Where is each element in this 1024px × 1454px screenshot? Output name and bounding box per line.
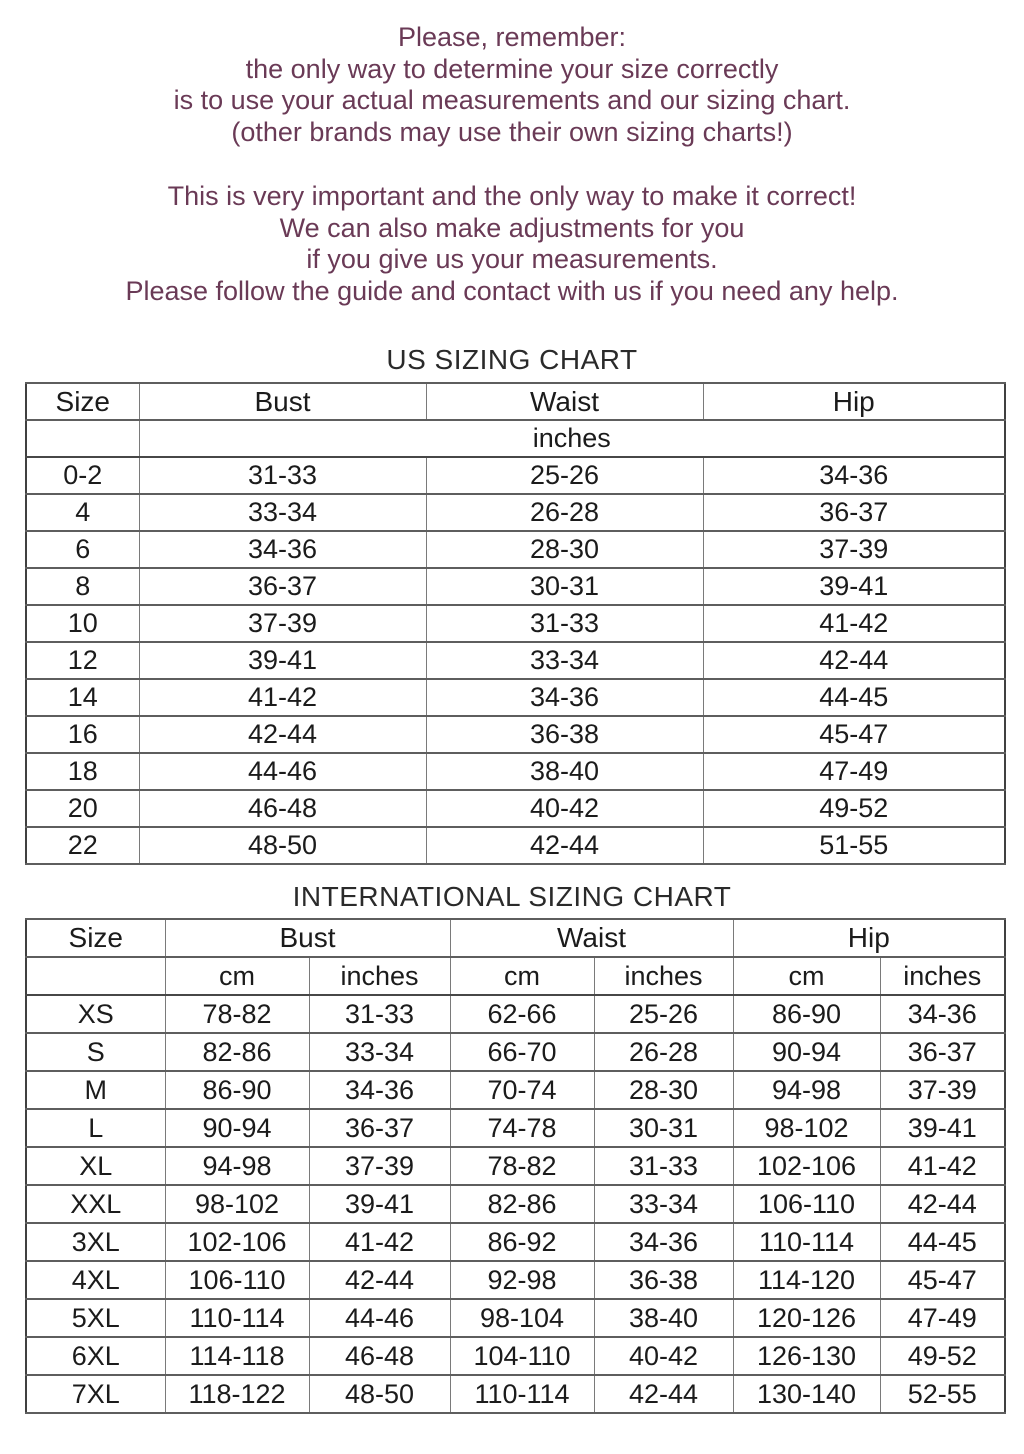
measurement-cell: 48-50 (139, 827, 426, 864)
intro-line: the only way to determine your size correctly (245, 53, 779, 84)
measurement-cell: 126-130 (733, 1337, 880, 1375)
measurement-cell: 52-55 (880, 1375, 1005, 1413)
measurement-cell: 98-104 (450, 1299, 594, 1337)
measurement-cell: 26-28 (426, 494, 703, 531)
table-row (26, 531, 1005, 568)
table-row (26, 1071, 1005, 1109)
intro-line: Please, remember: (397, 22, 627, 52)
measurement-cell: 33-34 (309, 1033, 450, 1071)
measurement-cell: 31-33 (139, 457, 426, 494)
measurement-cell: 98-102 (165, 1185, 309, 1223)
intl-chart-title: INTERNATIONAL SIZING CHART (292, 881, 732, 912)
measurement-cell: 28-30 (426, 531, 703, 568)
size-cell: 4 (26, 494, 139, 531)
measurement-cell: 47-49 (880, 1299, 1005, 1337)
measurement-cell: 37-39 (309, 1147, 450, 1185)
measurement-cell: 36-37 (703, 494, 1005, 531)
measurement-cell: 41-42 (703, 605, 1005, 642)
measurement-cell: 51-55 (703, 827, 1005, 864)
measurement-cell: 42-44 (139, 716, 426, 753)
table-row (26, 457, 1005, 494)
table-row (26, 790, 1005, 827)
measurement-cell: 36-38 (426, 716, 703, 753)
measurement-cell: 45-47 (703, 716, 1005, 753)
measurement-cell: 44-46 (309, 1299, 450, 1337)
measurement-cell: 41-42 (880, 1147, 1005, 1185)
intro-text-block (0, 22, 1024, 307)
measurement-cell: 114-118 (165, 1337, 309, 1375)
measurement-cell: 44-45 (703, 679, 1005, 716)
size-cell: S (26, 1033, 165, 1071)
measurement-cell: 118-122 (165, 1375, 309, 1413)
measurement-cell: 102-106 (165, 1223, 309, 1261)
intro-paragraph-1 (0, 22, 1024, 148)
intro-line: We can also make adjustments for you (279, 212, 745, 243)
table-row (26, 1375, 1005, 1413)
measurement-cell: 44-45 (880, 1223, 1005, 1261)
measurement-cell: 39-41 (139, 642, 426, 679)
measurement-cell: 47-49 (703, 753, 1005, 790)
column-header-bust: Bust (165, 919, 450, 957)
measurement-cell: 33-34 (594, 1185, 733, 1223)
table-row (26, 605, 1005, 642)
measurement-cell: 114-120 (733, 1261, 880, 1299)
measurement-cell: 26-28 (594, 1033, 733, 1071)
measurement-cell: 102-106 (733, 1147, 880, 1185)
size-cell: 0-2 (26, 457, 139, 494)
measurement-cell: 48-50 (309, 1375, 450, 1413)
table-row (26, 1299, 1005, 1337)
measurement-cell: 34-36 (880, 995, 1005, 1033)
size-cell: 22 (26, 827, 139, 864)
measurement-cell: 90-94 (165, 1109, 309, 1147)
measurement-cell: 33-34 (139, 494, 426, 531)
intro-line: Please follow the guide and contact with us if you need any help. (125, 275, 899, 306)
measurement-cell: 25-26 (594, 995, 733, 1033)
size-cell: 20 (26, 790, 139, 827)
measurement-cell: 94-98 (165, 1147, 309, 1185)
size-cell: 16 (26, 716, 139, 753)
size-cell: 6 (26, 531, 139, 568)
measurement-cell: 38-40 (594, 1299, 733, 1337)
measurement-cell: 90-94 (733, 1033, 880, 1071)
measurement-cell: 46-48 (309, 1337, 450, 1375)
intro-line: is to use your actual measurements and our sizing chart. (173, 85, 851, 115)
empty-cell (26, 957, 165, 995)
measurement-cell: 39-41 (703, 568, 1005, 605)
measurement-cell: 78-82 (450, 1147, 594, 1185)
measurement-cell: 74-78 (450, 1109, 594, 1147)
measurement-cell: 120-126 (733, 1299, 880, 1337)
measurement-cell: 106-110 (165, 1261, 309, 1299)
measurement-cell: 37-39 (139, 605, 426, 642)
table-row (26, 1033, 1005, 1071)
table-row (26, 1223, 1005, 1261)
size-cell: L (26, 1109, 165, 1147)
size-cell: 14 (26, 679, 139, 716)
measurement-cell: 86-90 (165, 1071, 309, 1109)
us-unit-row (26, 420, 1005, 457)
measurement-cell: 82-86 (165, 1033, 309, 1071)
intl-unit-row (26, 957, 1005, 995)
measurement-cell: 42-44 (426, 827, 703, 864)
measurement-cell: 45-47 (880, 1261, 1005, 1299)
measurement-cell: 28-30 (594, 1071, 733, 1109)
measurement-cell: 37-39 (880, 1071, 1005, 1109)
table-row (26, 1261, 1005, 1299)
measurement-cell: 31-33 (426, 605, 703, 642)
size-cell: M (26, 1071, 165, 1109)
table-row (26, 642, 1005, 679)
size-cell: 10 (26, 605, 139, 642)
measurement-cell: 34-36 (139, 531, 426, 568)
measurement-cell: 86-92 (450, 1223, 594, 1261)
column-header-waist: Waist (426, 383, 703, 420)
unit-label: inches (139, 420, 1005, 457)
measurement-cell: 25-26 (426, 457, 703, 494)
measurement-cell: 38-40 (426, 753, 703, 790)
measurement-cell: 42-44 (703, 642, 1005, 679)
measurement-cell: 44-46 (139, 753, 426, 790)
measurement-cell: 30-31 (426, 568, 703, 605)
table-row (26, 679, 1005, 716)
measurement-cell: 34-36 (309, 1071, 450, 1109)
size-cell: 18 (26, 753, 139, 790)
measurement-cell: 31-33 (309, 995, 450, 1033)
measurement-cell: 36-38 (594, 1261, 733, 1299)
measurement-cell: 110-114 (733, 1223, 880, 1261)
measurement-cell: 92-98 (450, 1261, 594, 1299)
table-row (26, 1109, 1005, 1147)
measurement-cell: 33-34 (426, 642, 703, 679)
measurement-cell: 36-37 (880, 1033, 1005, 1071)
empty-cell (26, 420, 139, 457)
measurement-cell: 70-74 (450, 1071, 594, 1109)
measurement-cell: 40-42 (594, 1337, 733, 1375)
measurement-cell: 98-102 (733, 1109, 880, 1147)
us-header-row (26, 383, 1005, 420)
intro-paragraph-2 (0, 181, 1024, 307)
size-cell: XL (26, 1147, 165, 1185)
unit-label-inches: inches (880, 957, 1005, 995)
measurement-cell: 39-41 (309, 1185, 450, 1223)
size-cell: 5XL (26, 1299, 165, 1337)
unit-label-cm: cm (165, 957, 309, 995)
measurement-cell: 36-37 (309, 1109, 450, 1147)
column-header-hip: Hip (703, 383, 1005, 420)
intro-line: (other brands may use their own sizing charts!) (231, 116, 793, 147)
intro-line: if you give us your measurements. (306, 244, 718, 274)
measurement-cell: 41-42 (139, 679, 426, 716)
measurement-cell: 41-42 (309, 1223, 450, 1261)
table-row (26, 995, 1005, 1033)
table-row (26, 1337, 1005, 1375)
measurement-cell: 34-36 (594, 1223, 733, 1261)
measurement-cell: 66-70 (450, 1033, 594, 1071)
size-cell: 3XL (26, 1223, 165, 1261)
measurement-cell: 40-42 (426, 790, 703, 827)
intro-line: This is very important and the only way to make it correct! (167, 181, 857, 211)
sizing-guide-page (0, 22, 1024, 1414)
table-row (26, 716, 1005, 753)
table-row (26, 1185, 1005, 1223)
unit-label-inches: inches (309, 957, 450, 995)
measurement-cell: 62-66 (450, 995, 594, 1033)
measurement-cell: 31-33 (594, 1147, 733, 1185)
measurement-cell: 46-48 (139, 790, 426, 827)
table-row (26, 827, 1005, 864)
size-cell: 7XL (26, 1375, 165, 1413)
size-cell: 6XL (26, 1337, 165, 1375)
unit-label-cm: cm (450, 957, 594, 995)
size-cell: 12 (26, 642, 139, 679)
measurement-cell: 82-86 (450, 1185, 594, 1223)
table-row (26, 1147, 1005, 1185)
unit-label-inches: inches (594, 957, 733, 995)
column-header-size: Size (26, 919, 165, 957)
us-sizing-table (25, 382, 1006, 865)
size-cell: XXL (26, 1185, 165, 1223)
table-row (26, 753, 1005, 790)
measurement-cell: 36-37 (139, 568, 426, 605)
measurement-cell: 78-82 (165, 995, 309, 1033)
measurement-cell: 110-114 (165, 1299, 309, 1337)
size-cell: XS (26, 995, 165, 1033)
measurement-cell: 49-52 (880, 1337, 1005, 1375)
column-header-waist: Waist (450, 919, 733, 957)
measurement-cell: 39-41 (880, 1109, 1005, 1147)
table-row (26, 494, 1005, 531)
measurement-cell: 37-39 (703, 531, 1005, 568)
measurement-cell: 94-98 (733, 1071, 880, 1109)
measurement-cell: 86-90 (733, 995, 880, 1033)
measurement-cell: 106-110 (733, 1185, 880, 1223)
table-row (26, 568, 1005, 605)
measurement-cell: 130-140 (733, 1375, 880, 1413)
size-cell: 4XL (26, 1261, 165, 1299)
us-chart-title: US SIZING CHART (386, 344, 638, 375)
unit-label-cm: cm (733, 957, 880, 995)
measurement-cell: 34-36 (703, 457, 1005, 494)
measurement-cell: 104-110 (450, 1337, 594, 1375)
column-header-size: Size (26, 383, 139, 420)
column-header-bust: Bust (139, 383, 426, 420)
measurement-cell: 110-114 (450, 1375, 594, 1413)
column-header-hip: Hip (733, 919, 1005, 957)
measurement-cell: 49-52 (703, 790, 1005, 827)
intl-header-row (26, 919, 1005, 957)
size-cell: 8 (26, 568, 139, 605)
measurement-cell: 42-44 (594, 1375, 733, 1413)
measurement-cell: 42-44 (880, 1185, 1005, 1223)
measurement-cell: 34-36 (426, 679, 703, 716)
measurement-cell: 30-31 (594, 1109, 733, 1147)
measurement-cell: 42-44 (309, 1261, 450, 1299)
international-sizing-table (25, 918, 1006, 1414)
